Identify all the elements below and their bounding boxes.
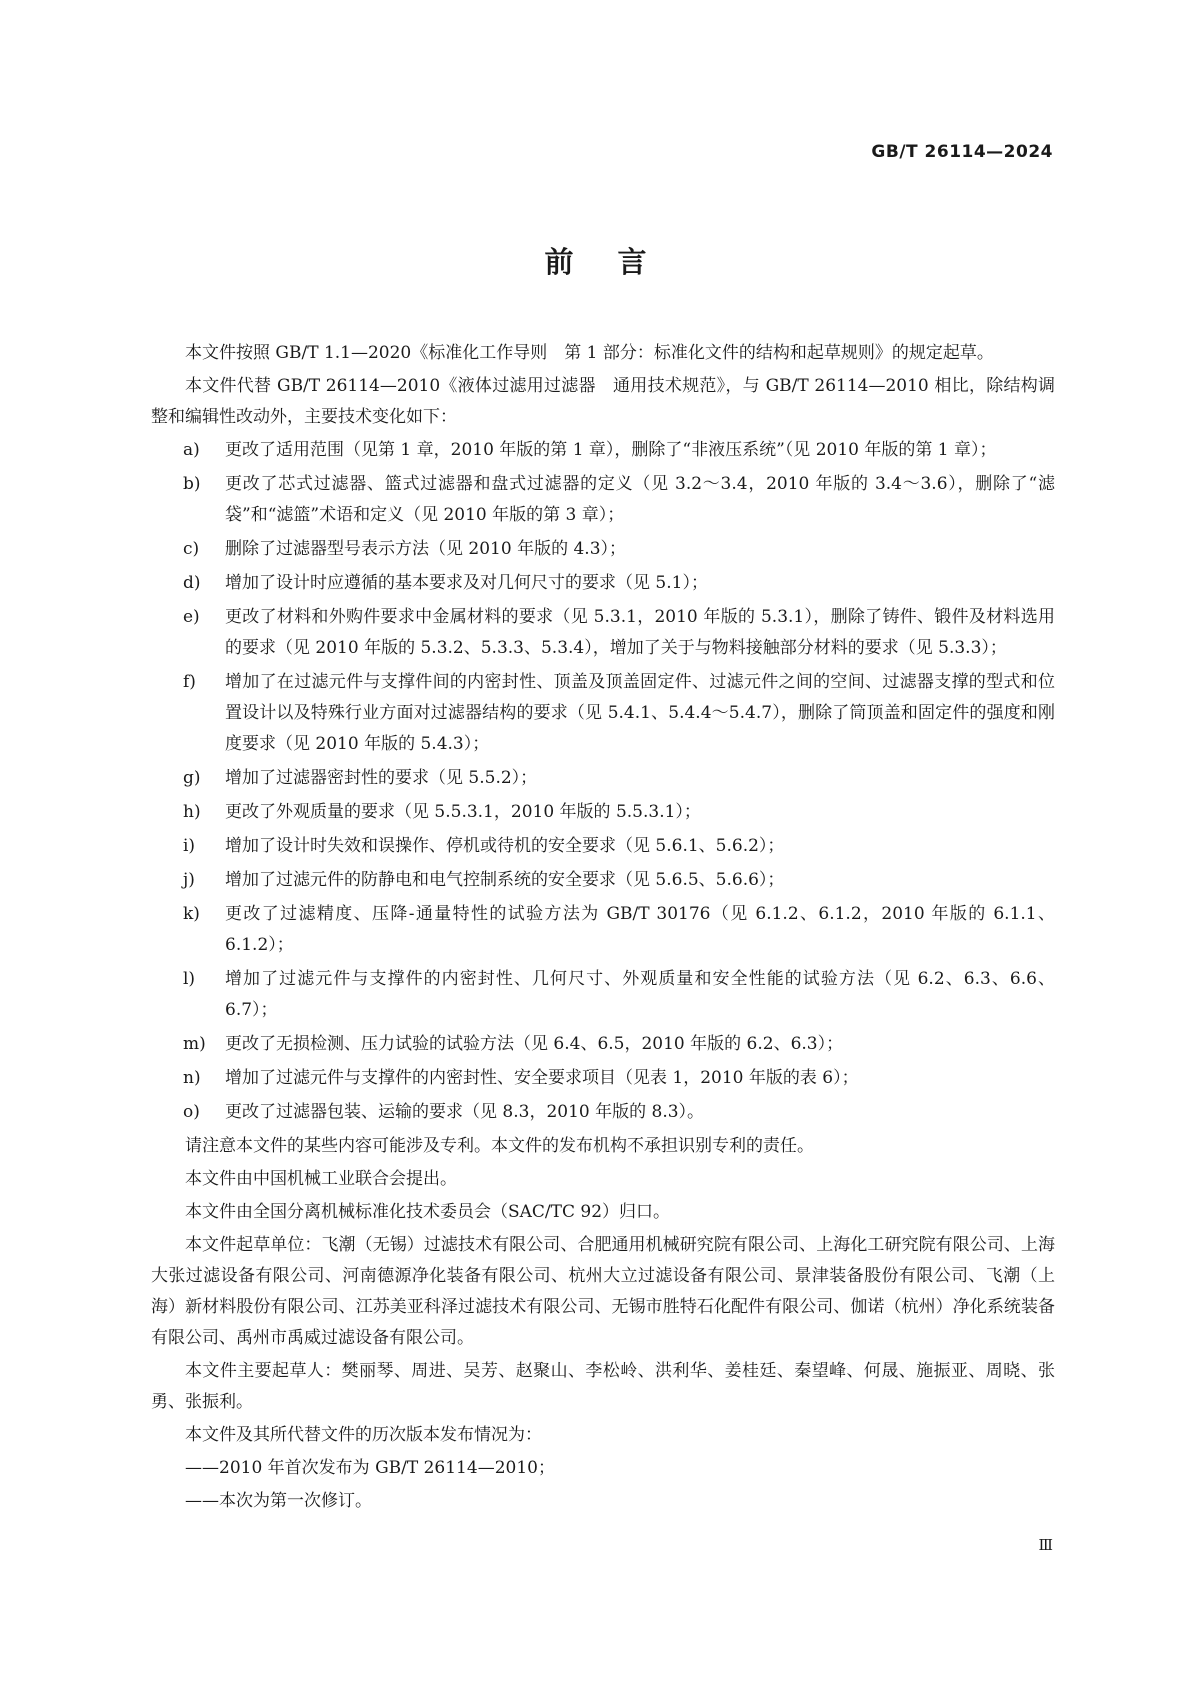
list-item <box>151 899 1055 961</box>
list-item-text: 增加了在过滤元件与支撑件间的内密封性、顶盖及顶盖固定件、过滤元件之间的空间、过滤器支撑的型式和位置设计以及特殊行业方面对过滤器结构的要求（见 5.4.1、5.4.4～5.4.7），删除了筒顶盖和固定件的强度和刚度要求（见 2010 年版的 5.4.3）； <box>225 672 1055 754</box>
list-item <box>151 831 1055 862</box>
drafters-paragraph: 本文件主要起草人：樊丽琴、周进、吴芳、赵聚山、李松岭、洪利华、姜桂廷、秦望峰、何晟、施振亚、周晓、张勇、张振利。 <box>151 1361 1055 1412</box>
document-body <box>151 338 1055 1519</box>
change-list <box>151 435 1055 1128</box>
list-item <box>151 534 1055 565</box>
list-item-text: 增加了过滤元件与支撑件的内密封性、几何尺寸、外观质量和安全性能的试验方法（见 6.2、6.3、6.6、6.7）； <box>225 969 1055 1020</box>
list-item <box>151 568 1055 599</box>
list-item <box>151 964 1055 1026</box>
history-item: ——本次为第一次修订。 <box>185 1491 372 1511</box>
list-item-text: 更改了芯式过滤器、篮式过滤器和盘式过滤器的定义（见 3.2～3.4，2010 年版的 3.4～3.6），删除了“滤袋”和“滤篮”术语和定义（见 2010 年版的第 3 章）； <box>225 474 1055 525</box>
list-item-text: 更改了过滤精度、压降-通量特性的试验方法为 GB/T 30176（见 6.1.2、6.1.2，2010 年版的 6.1.1、6.1.2）； <box>225 904 1055 955</box>
intro-paragraph: 本文件代替 GB/T 26114—2010《液体过滤用过滤器 通用技术规范》，与 GB/T 26114—2010 相比，除结构调整和编辑性改动外，主要技术变化如下： <box>151 376 1055 427</box>
history-item: ——2010 年首次发布为 GB/T 26114—2010； <box>185 1458 555 1478</box>
list-item-label: m) <box>183 1034 206 1054</box>
list-item-text: 更改了无损检测、压力试验的试验方法（见 6.4、6.5，2010 年版的 6.2、6.3）； <box>225 1034 844 1054</box>
page-number: Ⅲ <box>1038 1536 1053 1554</box>
list-item <box>151 865 1055 896</box>
list-item <box>151 797 1055 828</box>
list-item <box>151 1097 1055 1128</box>
patent-notice: 请注意本文件的某些内容可能涉及专利。本文件的发布机构不承担识别专利的责任。 <box>185 1136 814 1156</box>
list-item-label: j) <box>183 870 195 890</box>
list-item <box>151 667 1055 760</box>
list-item-text: 更改了过滤器包装、运输的要求（见 8.3，2010 年版的 8.3）。 <box>225 1102 705 1122</box>
page-title: 前言 <box>544 245 691 279</box>
list-item-label: f) <box>183 672 196 692</box>
list-item <box>151 1063 1055 1094</box>
list-item <box>151 435 1055 466</box>
committee-paragraph: 本文件由全国分离机械标准化技术委员会（SAC/TC 92）归口。 <box>185 1202 671 1222</box>
list-item-label: e) <box>183 607 200 627</box>
list-item-text: 更改了外观质量的要求（见 5.5.3.1，2010 年版的 5.5.3.1）； <box>225 802 701 822</box>
list-item-label: a) <box>183 440 200 460</box>
history-intro-paragraph: 本文件及其所代替文件的历次版本发布情况为： <box>185 1425 542 1445</box>
list-item-text: 增加了过滤元件的防静电和电气控制系统的安全要求（见 5.6.5、5.6.6）； <box>225 870 785 890</box>
list-item-label: l) <box>183 969 196 989</box>
intro-paragraph: 本文件按照 GB/T 1.1—2020《标准化工作导则 第 1 部分：标准化文件的结构和起草规则》的规定起草。 <box>185 343 994 363</box>
list-item-label: g) <box>183 768 201 788</box>
list-item-text: 增加了设计时应遵循的基本要求及对几何尺寸的要求（见 5.1）； <box>225 573 708 593</box>
list-item-text: 删除了过滤器型号表示方法（见 2010 年版的 4.3）； <box>225 539 627 559</box>
list-item <box>151 469 1055 531</box>
list-item-label: d) <box>183 573 201 593</box>
list-item-label: o) <box>183 1102 200 1122</box>
drafting-units-paragraph: 本文件起草单位：飞潮（无锡）过滤技术有限公司、合肥通用机械研究院有限公司、上海化工研究院有限公司、上海大张过滤设备有限公司、河南德源净化装备有限公司、杭州大立过滤设备有限公司、景津装备股份有限公司、飞潮（上海）新材料股份有限公司、江苏美亚科泽过滤技术有限公司、无锡市胜特石化配件有限公司、伽诺（杭州）净化系统装备有限公司、禹州市禹威过滤设备有限公司。 <box>151 1235 1055 1348</box>
list-item-text: 增加了设计时失效和误操作、停机或待机的安全要求（见 5.6.1、5.6.2）； <box>225 836 785 856</box>
list-item-label: k) <box>183 904 200 924</box>
list-item-label: b) <box>183 474 201 494</box>
list-item <box>151 763 1055 794</box>
list-item-text: 增加了过滤器密封性的要求（见 5.5.2）； <box>225 768 538 788</box>
list-item-label: h) <box>183 802 201 822</box>
list-item-label: i) <box>183 836 196 856</box>
list-item <box>151 1029 1055 1060</box>
list-item-label: c) <box>183 539 200 559</box>
standard-code: GB/T 26114—2024 <box>871 142 1053 162</box>
proposer-paragraph: 本文件由中国机械工业联合会提出。 <box>185 1169 457 1189</box>
list-item <box>151 602 1055 664</box>
list-item-label: n) <box>183 1068 201 1088</box>
list-item-text: 增加了过滤元件与支撑件的内密封性、安全要求项目（见表 1，2010 年版的表 6）； <box>225 1068 859 1088</box>
list-item-text: 更改了适用范围（见第 1 章，2010 年版的第 1 章），删除了“非液压系统”（见 2010 年版的第 1 章）； <box>225 440 997 460</box>
list-item-text: 更改了材料和外购件要求中金属材料的要求（见 5.3.1，2010 年版的 5.3.1），删除了铸件、锻件及材料选用的要求（见 2010 年版的 5.3.2、5.3.3、5.3.4），增加了关于与物料接触部分材料的要求（见 5.3.3）； <box>225 607 1055 658</box>
